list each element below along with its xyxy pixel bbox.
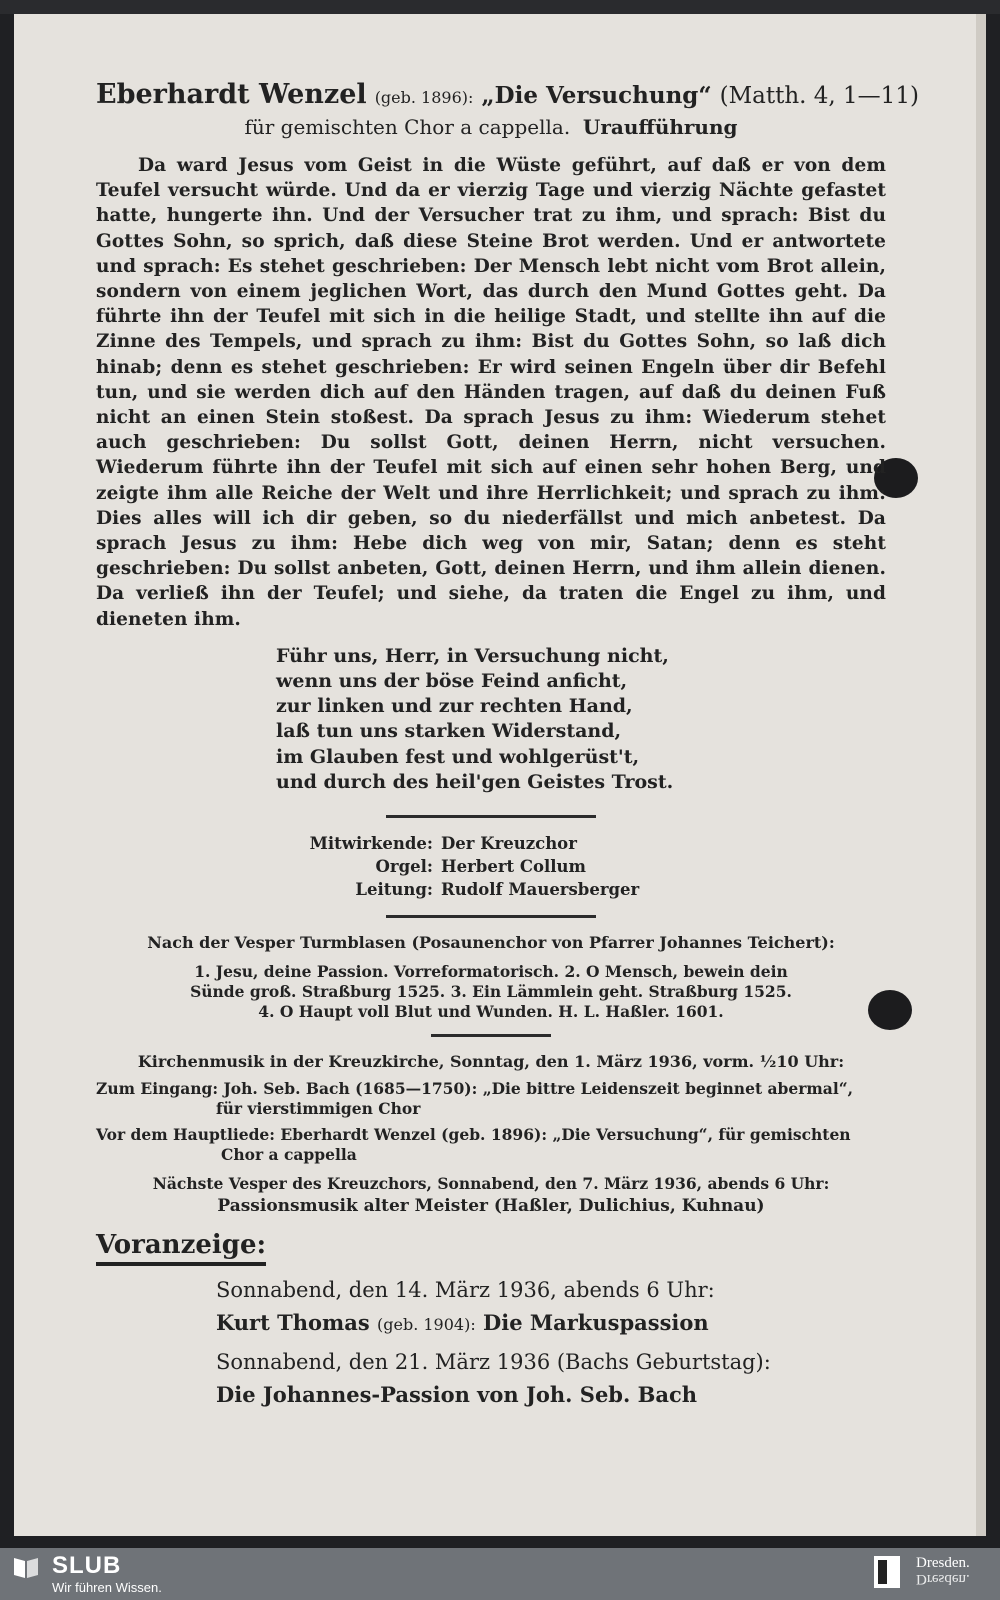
credit-value: Herbert Collum	[441, 857, 587, 877]
turmblasen-heading: Nach der Vesper Turmblasen (Posaunenchor von Pfarrer Johannes Teichert):	[147, 933, 835, 953]
credit-value: Rudolf Mauersberger	[441, 880, 640, 900]
composer-born: (geb. 1896):	[374, 88, 474, 107]
divider	[386, 815, 596, 818]
next-vesper-work: Passionsmusik alter Meister (Haßler, Dulichius, Kuhnau)	[217, 1196, 765, 1217]
work-title: „Die Versuchung“	[481, 82, 712, 109]
hymn-line: im Glauben fest und wohlgerüst't,	[276, 745, 640, 768]
voranzeige-heading: Voranzeige:	[96, 1229, 266, 1266]
eingang-line: Zum Eingang: Joh. Seb. Bach (1685—1750): „Die bittre Leidenszeit beginnet abermal“,	[96, 1079, 854, 1099]
hymn-line: wenn uns der böse Feind anficht,	[276, 670, 628, 693]
credit-label: Orgel:	[375, 857, 433, 877]
next-vesper	[96, 1173, 886, 1217]
voranzeige-date: Sonnabend, den 21. März 1936 (Bachs Geburtstag):	[216, 1350, 771, 1375]
library-logo[interactable]: SLUB	[52, 1552, 122, 1579]
turmblasen-line: 1. Jesu, deine Passion. Vorreformatorisch. 2. O Mensch, bewein dein	[194, 962, 788, 982]
library-footer	[0, 1548, 1000, 1600]
kirchenmusik-eingang	[96, 1079, 886, 1119]
divider	[431, 1034, 551, 1037]
composer-name: Eberhardt Wenzel	[96, 79, 367, 110]
turmblasen-pieces	[96, 962, 886, 1022]
credit-value: Der Kreuzchor	[441, 834, 577, 854]
voranzeige-work-title: Die Markuspassion	[483, 1310, 709, 1336]
scan-border	[0, 0, 1000, 14]
credit-row	[281, 855, 701, 878]
credit-row	[281, 832, 701, 855]
book-icon	[12, 1554, 40, 1580]
kirchenmusik-heading: Kirchenmusik in der Kreuzkirche, Sonntag, den 1. März 1936, vorm. ½10 Uhr:	[137, 1052, 845, 1072]
city-crest-icon	[874, 1556, 900, 1588]
dresden-wordmark-reflection: Dresden.	[916, 1571, 970, 1587]
gospel-text: Da ward Jesus vom Geist in die Wüste geführt, auf daß er von dem Teufel versucht würde. Und da er vierzig Tage und vierzig Nächte gefastet hatte, hungerte ihn. Und der Versucher trat zu ihm, und sprach: Bist du Gottes Sohn, so sprich, daß diese Steine Brot werden. Und er antwortete und sprach: Es stehet geschrieben: Der Mensch lebt nicht vom Brot allein, sondern von einem jeglichen Wort, das durch den Mund Gottes geht. Da führte ihn der Teufel mit sich in die heilige Stadt, und stellte ihn auf die Zinne des Tempels, und sprach zu ihm: Bist du Gottes Sohn, so laß dich hinab; denn es stehet geschrieben: Er wird seinen Engeln über dir Befehl tun, und sie werden dich auf den Händen tragen, auf daß du deinen Fuß nicht an einen Stein stoßest. Da sprach Jesus zu ihm: Wiederum stehet auch geschrieben: Du sollst Gott, deinen Herrn, nicht versuchen. Wiederum führte ihn der Teufel mit sich auf einen sehr hohen Berg, und zeigte ihm alle Reiche der Welt und ihre Herrlichkeit; und sprach zu ihm: Dies alles will ich dir geben, so du niederfällst und mich anbetest. Da sprach Jesus zu ihm: Hebe dich weg von mir, Satan; denn es steht geschrieben: Du sollst anbeten, Gott, deinen Herrn, und ihm allein dienen. Da verließ ihn der Teufel; und siehe, da traten die Engel zu ihm, und dieneten ihm.	[96, 155, 886, 630]
hymn-line: und durch des heil'gen Geistes Trost.	[276, 770, 674, 793]
work-reference: (Matth. 4, 1—11)	[719, 83, 919, 109]
voranzeige-date: Sonnabend, den 14. März 1936, abends 6 Uhr:	[216, 1278, 715, 1303]
hymn-line: Führ uns, Herr, in Versuchung nicht,	[276, 644, 669, 667]
voranzeige-list	[216, 1274, 886, 1412]
credit-label: Leitung:	[355, 880, 433, 900]
voranzeige-work: Die Johannes-Passion von Joh. Seb. Bach	[216, 1382, 698, 1408]
next-vesper-date: Nächste Vesper des Kreuzchors, Sonnabend, den 7. März 1936, abends 6 Uhr:	[152, 1174, 830, 1194]
dresden-logo[interactable]	[916, 1556, 970, 1586]
work-scoring: für gemischten Chor a cappella.	[244, 115, 571, 139]
hymn-line: zur linken und zur rechten Hand,	[276, 695, 633, 718]
performers-list	[281, 832, 701, 901]
voranzeige-composer: Kurt Thomas	[216, 1310, 370, 1336]
work-heading	[96, 79, 919, 113]
turmblasen-line: 4. O Haupt voll Blut und Wunden. H. L. Haßler. 1601.	[258, 1002, 724, 1022]
voranzeige-work	[216, 1306, 886, 1342]
dresden-wordmark: Dresden.	[916, 1555, 970, 1571]
kirchenmusik-hauptlied	[96, 1125, 886, 1165]
hauptlied-line: Vor dem Hauptliede: Eberhardt Wenzel (geb. 1896): „Die Versuchung“, für gemischten	[96, 1125, 851, 1145]
eingang-continued: für vierstimmigen Chor	[216, 1099, 421, 1119]
credit-label: Mitwirkende:	[309, 834, 433, 854]
turmblasen-line: Sünde groß. Straßburg 1525. 3. Ein Lämmlein geht. Straßburg 1525.	[190, 982, 792, 1002]
library-tagline: Wir führen Wissen.	[52, 1580, 162, 1595]
hymn-verse	[276, 644, 886, 795]
credit-row	[281, 878, 701, 901]
hymn-line: laß tun uns starken Widerstand,	[276, 720, 622, 743]
hauptlied-continued: Chor a cappella	[221, 1145, 357, 1165]
program-content	[96, 79, 919, 1412]
divider	[386, 915, 596, 918]
premiere-label: Uraufführung	[582, 115, 738, 139]
work-subtitle	[96, 113, 886, 141]
voranzeige-composer-born: (geb. 1904):	[377, 1315, 476, 1335]
